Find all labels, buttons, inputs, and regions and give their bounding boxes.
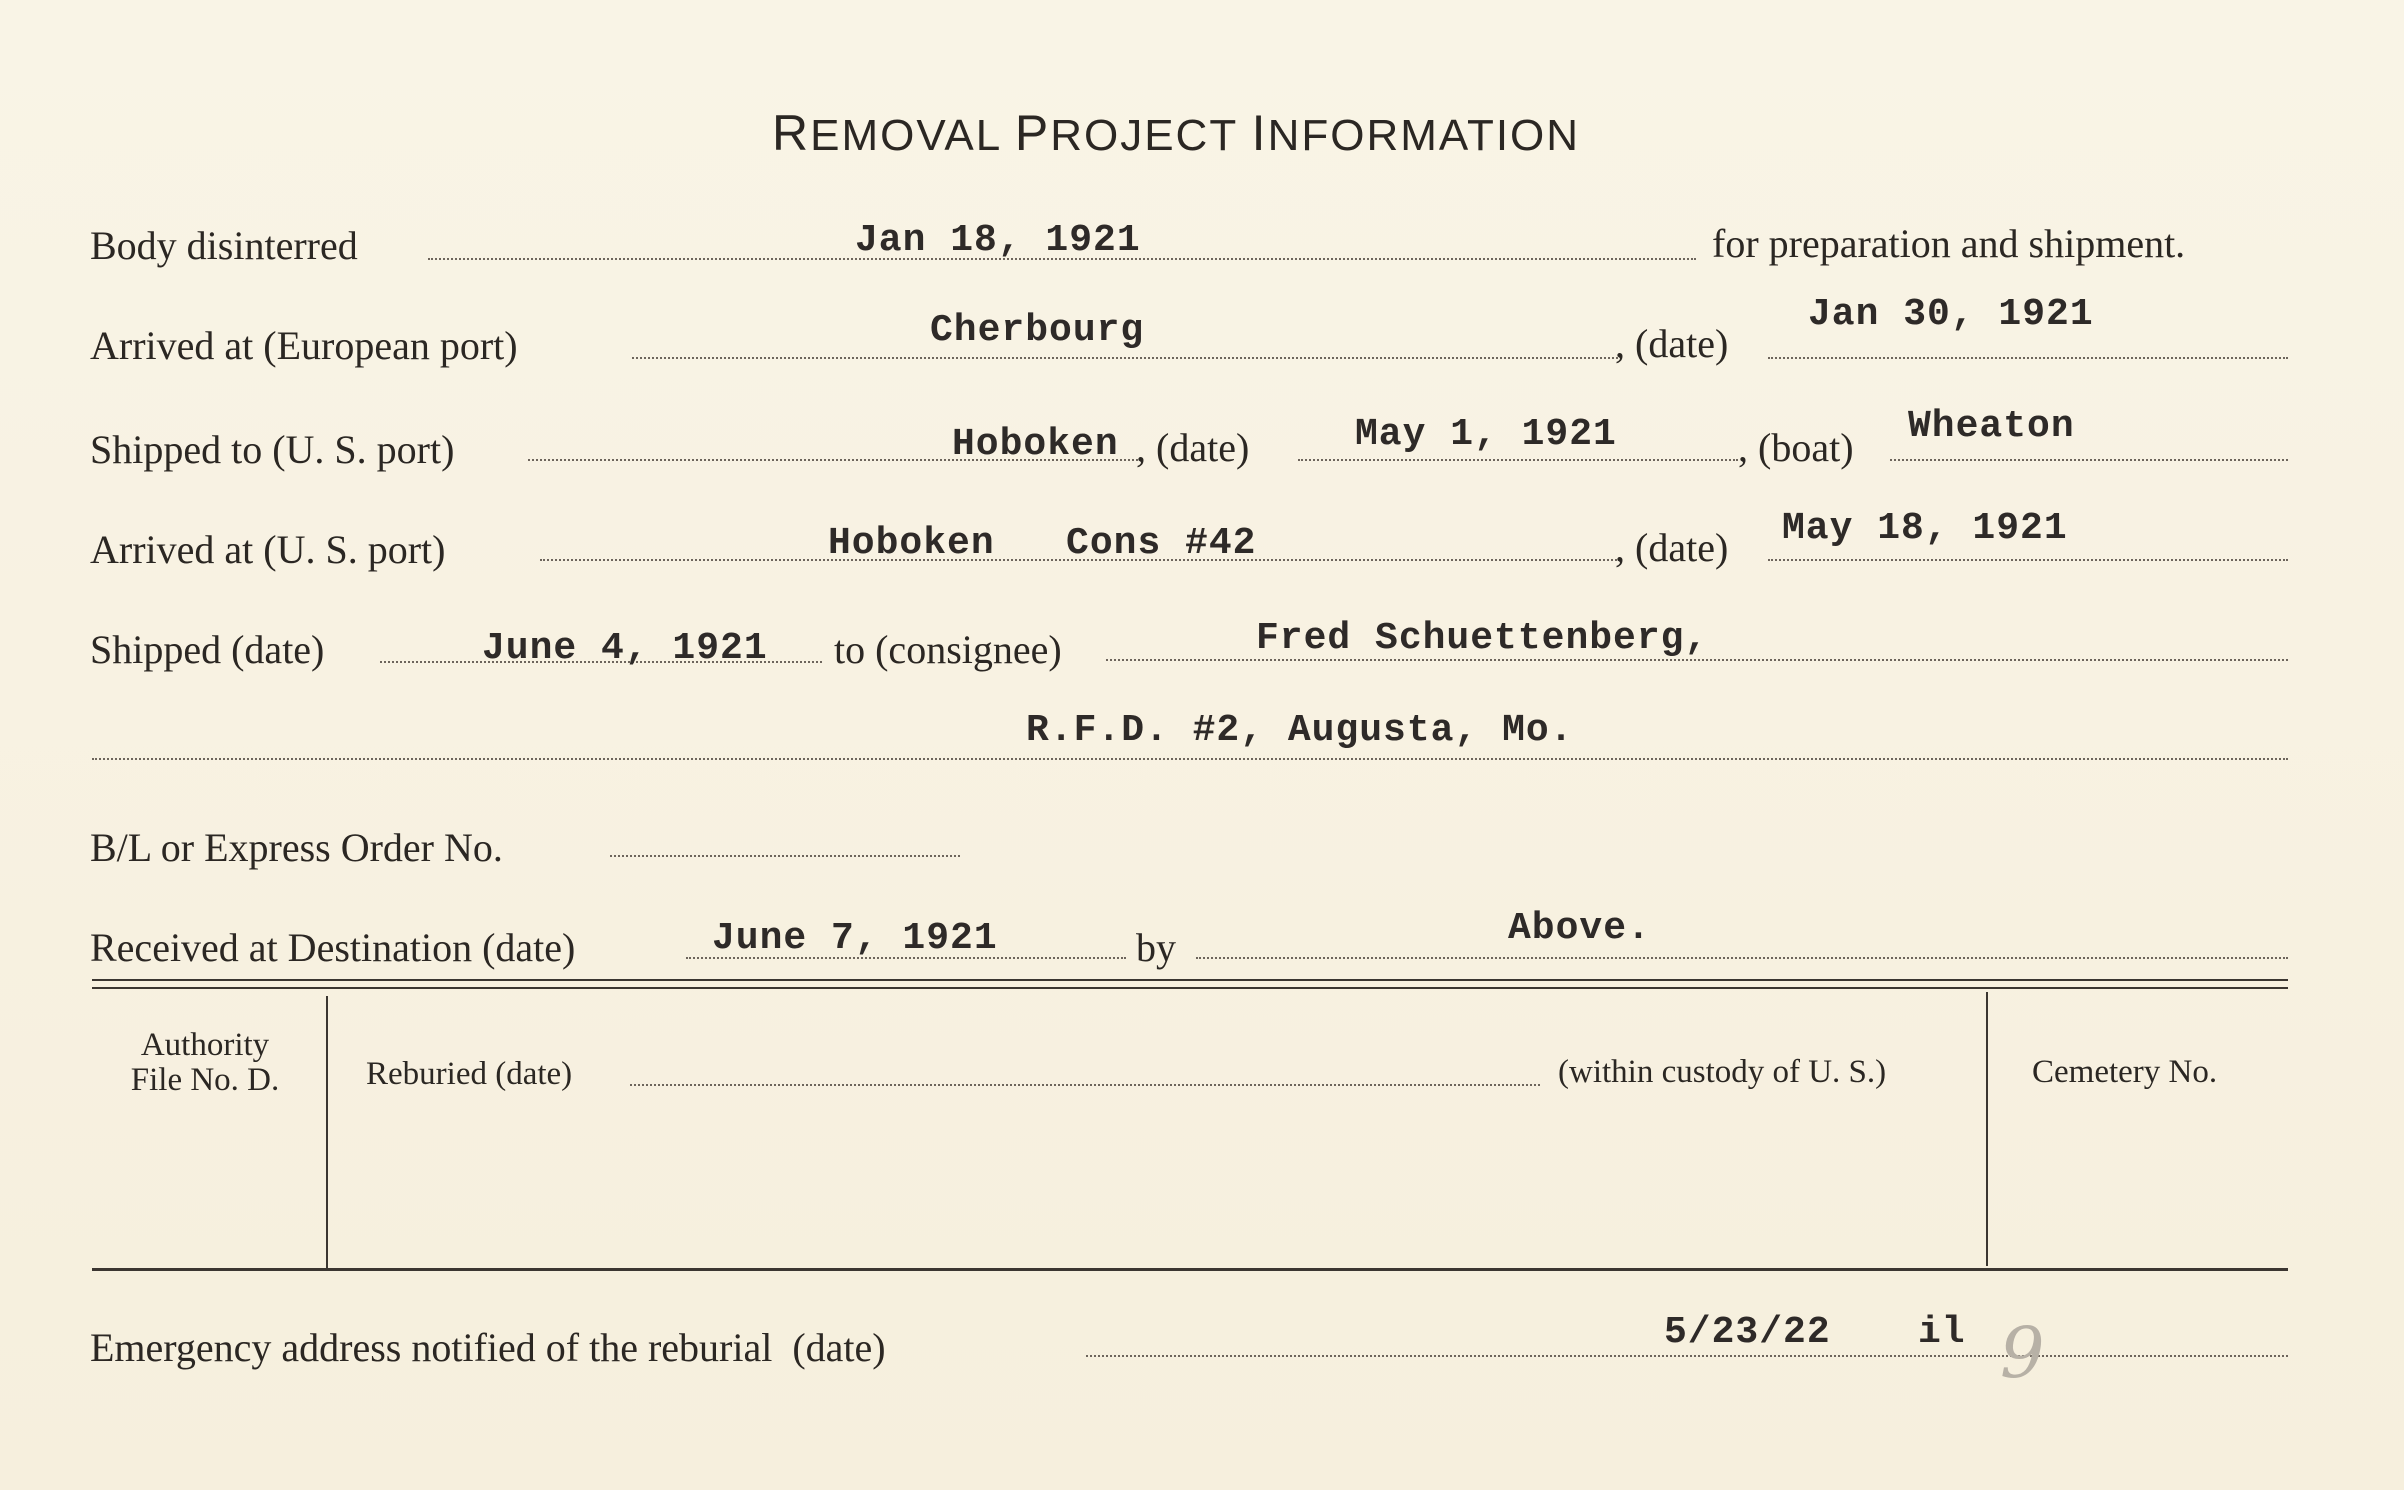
consignee-address-value: R.F.D. #2, Augusta, Mo. (1026, 709, 1574, 752)
reburied-label: Reburied (date) (366, 1056, 573, 1092)
shipped-date-value: May 1, 1921 (1355, 413, 1617, 456)
european-port-value: Cherbourg (930, 309, 1145, 352)
divider-line (92, 979, 2288, 981)
emergency-address-label: Emergency address notified of the reburial (date) (90, 1325, 886, 1370)
dotted-line (610, 855, 960, 857)
received-destination-label: Received at Destination (date) (90, 925, 576, 970)
dotted-line (1890, 459, 2288, 461)
us-port-arrived-label: Arrived at (U. S. port) (90, 527, 446, 572)
box-divider (326, 996, 328, 1268)
dotted-line (630, 1084, 1540, 1086)
dotted-line (1298, 459, 1738, 461)
express-order-label: B/L or Express Order No. (90, 825, 503, 870)
cemetery-number-label: Cemetery No. (2032, 1054, 2218, 1090)
page-title: REMOVAL PROJECT INFORMATION (772, 105, 1581, 161)
dotted-line (1768, 357, 2288, 359)
dotted-line (1768, 559, 2288, 561)
us-port-shipped-value: Hoboken (952, 423, 1119, 466)
body-disinterred-label: Body disinterred (90, 223, 358, 268)
disinterred-date-value: Jan 18, 1921 (855, 219, 1141, 262)
shipped-date-value-2: June 4, 1921 (482, 627, 768, 670)
us-port-arrived-value: Hoboken Cons #42 (828, 522, 1257, 565)
pencil-mark: 9 (2000, 1312, 2045, 1394)
initials-value: il (1918, 1311, 1966, 1354)
reburial-notice-date-value: 5/23/22 (1664, 1311, 1831, 1354)
dotted-line (92, 758, 2288, 760)
shipped-date-label: , (date) (1136, 425, 1250, 470)
consignee-label: to (consignee) (834, 627, 1062, 672)
received-date-value: June 7, 1921 (712, 917, 998, 960)
european-arrival-date-value: Jan 30, 1921 (1808, 293, 2094, 336)
european-port-label: Arrived at (European port) (90, 323, 518, 368)
divider-line (92, 1268, 2288, 1271)
dotted-line (1196, 957, 2288, 959)
us-arrival-date-value: May 18, 1921 (1782, 507, 2068, 550)
shipped-date-label-2: Shipped (date) (90, 627, 325, 672)
preparation-shipment-text: for preparation and shipment. (1712, 221, 2186, 266)
received-by-label: by (1136, 925, 1176, 970)
received-by-value: Above. (1508, 907, 1651, 950)
european-date-label: , (date) (1615, 321, 1729, 366)
boat-label: , (boat) (1738, 425, 1854, 470)
dotted-line (632, 357, 1622, 359)
authority-label: Authority File No. D. (130, 1027, 280, 1098)
dotted-line (1086, 1355, 2288, 1357)
consignee-value: Fred Schuettenberg, (1256, 617, 1709, 660)
us-arrival-date-label: , (date) (1615, 525, 1729, 570)
custody-label: (within custody of U. S.) (1558, 1054, 1887, 1090)
box-divider (1986, 992, 1988, 1266)
boat-value: Wheaton (1908, 405, 2075, 448)
divider-line (92, 987, 2288, 989)
us-port-shipped-label: Shipped to (U. S. port) (90, 427, 455, 472)
